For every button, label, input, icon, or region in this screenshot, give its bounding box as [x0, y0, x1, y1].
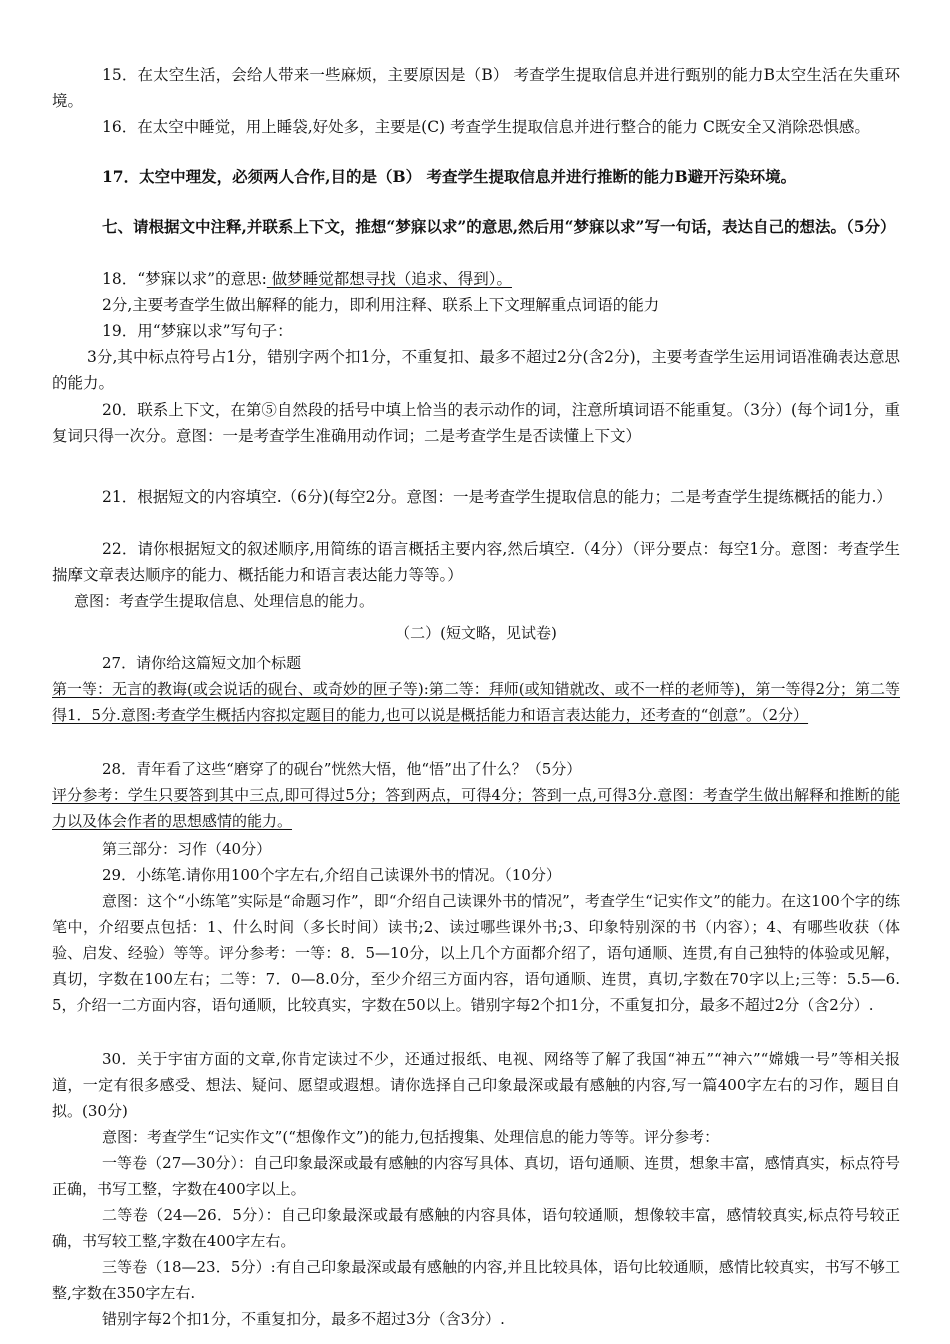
intent-note: 意图：考查学生提取信息、处理信息的能力。	[74, 592, 375, 610]
grade-two: 二等卷（24—26．5分）：自己印象最深或最有感触的内容具体，语句较通顺，想像较丰富，感情较真实,标点符号较正确，书写较工整,字数在400字左右。	[52, 1206, 900, 1250]
answer-27: 第一等：无言的教诲(或会说话的砚台、或奇妙的匣子等):第二等：拜师(或知错就改、或不一样的老师等)，第一等得2分；第二等得1．5分.意图:考查学生概括内容拟定题目的能力,也可以说是概括能力和语言表达能力，还考查的“创意”。（2分）	[52, 680, 901, 724]
answer-15: 15．在太空生活，会给人带来一些麻烦，主要原因是（B） 考查学生提取信息并进行甄别的能力B太空生活在失重环境。	[52, 66, 900, 110]
question-27: 27．请你给这篇短文加个标题	[102, 654, 302, 672]
typo-deduction: 错别字每2个扣1分，不重复扣分，最多不超过3分（含3分）.	[102, 1310, 505, 1328]
grade-one: 一等卷（27—30分）：自己印象最深或最有感触的内容写具体、真切，语句通顺、连贯，想象丰富，感情真实，标点符号正确，书写工整，字数在400字以上。	[52, 1154, 900, 1198]
answer-29-scoring: 意图：这个“小练笔”实际是“命题习作”，即“介绍自己读课外书的情况”，考查学生“记实作文”的能力。在这100个字的练笔中，介绍要点包括：1、什么时间（多长时间）读书;2、读过哪些课外书;3、印象特别深的书（内容）；4、有哪些收获（体验、启发、经验）等等。评分参考：一等：8．5—10分，以上几个方面都介绍了，语句通顺、连贯,有自己独特的体验或见解，真切，字数在100左右；二等：7．0—8.0分，至少介绍三方面内容，语句通顺、连贯，真切,字数在70字以上;三等：5.5—6.5，介绍一二方面内容，语句通顺，比较真实，字数在50以上。错别字每2个扣1分，不重复扣分，最多不超过2分（含2分）.	[52, 892, 900, 1014]
answer-19-scoring: 3分,其中标点符号占1分，错别字两个扣1分，不重复扣、最多不超过2分(含2分)，主要考查学生运用词语准确表达意思的能力。	[52, 348, 900, 392]
answer-20: 20．联系上下文，在第⑤自然段的括号中填上恰当的表示动作的词，注意所填词语不能重复。（3分）(每个词1分，重复词只得一次分。意图：一是考查学生准确用动作词；二是考查学生是否读懂上下文）	[52, 401, 900, 445]
question-30: 30．关于宇宙方面的文章,你肯定读过不少，还通过报纸、电视、网络等了解了我国“神五”“神六”“嫦娥一号”等相关报道，一定有很多感受、想法、疑问、愿望或遐想。请你选择自己印象最深或最有感触的内容,写一篇400字左右的习作，题目自拟。(30分)	[52, 1050, 900, 1120]
answer-18-meaning: 做梦睡觉都想寻找（追求、得到）。	[266, 270, 512, 288]
section-two-heading: （二）(短文略，见试卷)	[395, 624, 557, 642]
question-28: 28．青年看了这些“磨穿了的砚台”恍然大悟，他“悟”出了什么？（5分）	[102, 760, 582, 778]
answer-18-label: 18．“梦寐以求”的意思:	[102, 270, 267, 288]
answer-28: 评分参考：学生只要答到其中三点,即可得过5分；答到两点，可得4分；答到一点,可得3分.意图：考查学生做出解释和推断的能力以及体会作者的思想感情的能力。	[52, 786, 900, 830]
answer-22: 22．请你根据短文的叙述顺序,用简练的语言概括主要内容,然后填空.（4分）（评分要点：每空1分。意图：考查学生揣摩文章表达顺序的能力、概括能力和语言表达能力等等。）	[52, 540, 900, 584]
answer-18	[52, 266, 900, 292]
answer-18-scoring: 2分,主要考查学生做出解释的能力，即利用注释、联系上下文理解重点词语的能力	[102, 296, 660, 314]
answer-17: 17．太空中理发，必须两人合作,目的是（B） 考查学生提取信息并进行推断的能力B避开污染环境。	[102, 167, 797, 186]
question-29: 29．小练笔.请你用100个字左右,介绍自己读课外书的情况。（10分）	[102, 866, 561, 884]
part-three-heading: 第三部分：习作（40分）	[102, 840, 272, 858]
answer-19: 19．用“梦寐以求”写句子：	[102, 322, 293, 340]
answer-21: 21．根据短文的内容填空.（6分)(每空2分。意图：一是考查学生提取信息的能力；二是考查学生提练概括的能力.）	[102, 488, 892, 506]
answer-30-intent: 意图：考查学生“记实作文”(“想像作文”)的能力,包括搜集、处理信息的能力等等。评分参考：	[102, 1128, 720, 1146]
section-seven-heading: 七、请根据文中注释,并联系上下文，推想“梦寐以求”的意思,然后用“梦寐以求”写一句话，表达自己的想法。（5分）	[102, 217, 896, 236]
answer-16: 16．在太空中睡觉，用上睡袋,好处多，主要是(C) 考查学生提取信息并进行整合的能力 C既安全又消除恐惧感。	[102, 118, 870, 136]
grade-three: 三等卷（18—23．5分）:有自己印象最深或最有感触的内容,并且比较具体，语句比较通顺，感情比较真实，书写不够工整,字数在350字左右.	[52, 1258, 900, 1302]
